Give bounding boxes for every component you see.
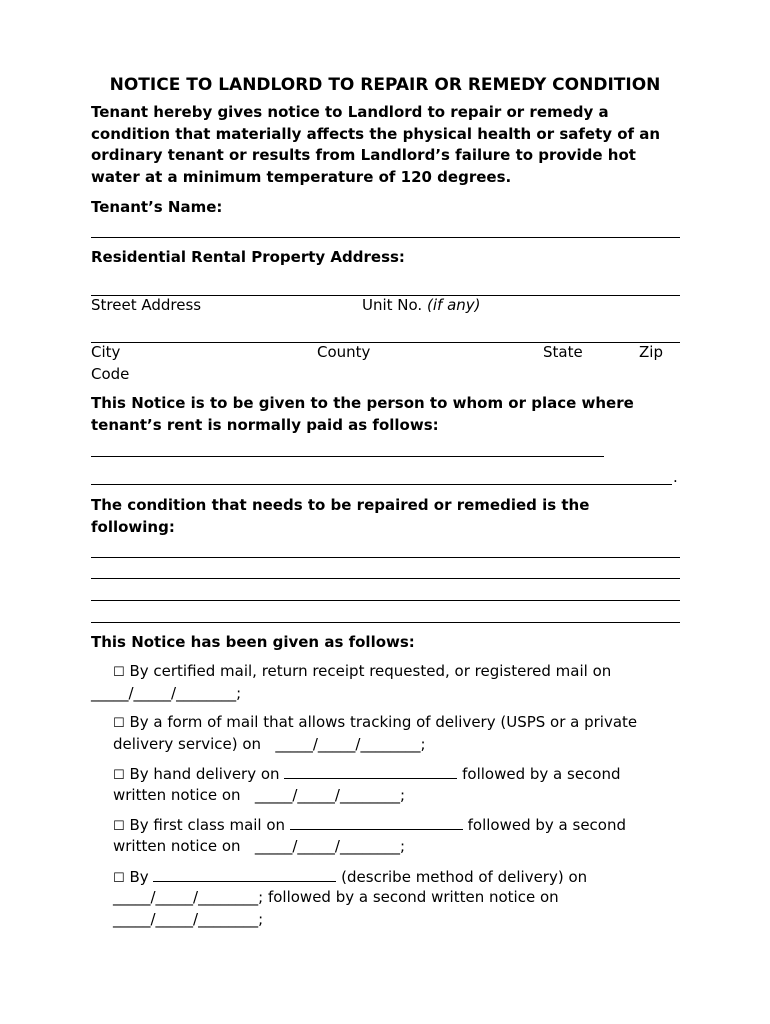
document-title: NOTICE TO LANDLORD TO REPAIR OR REMEDY CONDITION [109, 75, 661, 95]
intro-line-3: ordinary tenant or results from Landlord’s failure to provide hot [91, 146, 636, 164]
notice-to-line-2: tenant’s rent is normally paid as follows: [91, 416, 439, 434]
other-date-blank-2[interactable]: _____/_____/________; [113, 910, 264, 928]
hand-date-blank[interactable]: _____/_____/________; [254, 786, 406, 804]
first-class-line-2 [113, 835, 405, 857]
city-county-state-zip-field[interactable] [91, 342, 680, 343]
other-text: By [129, 868, 149, 886]
tracking-line-2-text: delivery service) on [113, 735, 262, 753]
intro-line-4: water at a minimum temperature of 120 degrees. [91, 168, 512, 186]
condition-field-1[interactable] [91, 557, 680, 558]
intro-line-2: condition that materially affects the physical health or safety of an [91, 125, 661, 143]
unit-no-label [362, 294, 481, 316]
first-class-checkbox[interactable]: ☐ [113, 819, 125, 834]
street-address-label: Street Address [91, 296, 202, 314]
condition-label-line-2: following: [91, 518, 175, 536]
tenant-name-field[interactable] [91, 237, 680, 238]
condition-field-4[interactable] [91, 622, 680, 623]
first-class-date-blank[interactable]: _____/_____/________; [254, 837, 406, 855]
county-label: County [317, 343, 371, 361]
tenant-name-label: Tenant’s Name: [91, 198, 223, 216]
other-method-field[interactable] [153, 865, 336, 882]
period-mark: . [673, 468, 678, 486]
condition-label-line-1: The condition that needs to be repaired or remedied is the [91, 496, 590, 514]
notice-to-line-1: This Notice is to be given to the person to whom or place where [91, 394, 634, 412]
notice-to-field-2[interactable] [91, 484, 672, 485]
city-label: City [91, 343, 121, 361]
condition-field-2[interactable] [91, 578, 680, 579]
other-line-2-text: followed by a second written notice on [267, 888, 559, 906]
tracking-checkbox[interactable]: ☐ [113, 716, 125, 731]
zip-label: Zip [639, 343, 663, 361]
code-label: Code [91, 365, 130, 383]
certified-date-blank[interactable]: _____/_____/________; [91, 684, 242, 702]
tracking-text: By a form of mail that allows tracking of delivery (USPS or a private [129, 713, 638, 731]
unit-no-text: Unit No. [362, 296, 423, 314]
option-tracking-mail [113, 711, 637, 735]
state-label: State [543, 343, 583, 361]
hand-text: By hand delivery on [129, 765, 280, 783]
hand-checkbox[interactable]: ☐ [113, 768, 125, 783]
condition-field-3[interactable] [91, 600, 680, 601]
other-checkbox[interactable]: ☐ [113, 871, 125, 886]
other-suffix-text: (describe method of delivery) on [341, 868, 588, 886]
other-date-blank-1[interactable]: _____/_____/________; [113, 888, 264, 906]
address-label: Residential Rental Property Address: [91, 248, 405, 266]
certified-checkbox[interactable]: ☐ [113, 665, 125, 680]
first-class-text: By first class mail on [129, 816, 286, 834]
first-class-suffix-text: followed by a second [467, 816, 627, 834]
first-class-line-2-text: written notice on [113, 837, 241, 855]
notice-to-field-1[interactable] [91, 456, 604, 457]
if-any-text: (if any) [427, 296, 481, 314]
hand-line-2 [113, 784, 405, 806]
given-label: This Notice has been given as follows: [91, 633, 415, 651]
tracking-line-2 [113, 733, 426, 755]
other-line-2 [113, 886, 559, 908]
first-class-date-field[interactable] [290, 813, 463, 830]
hand-suffix-text: followed by a second [462, 765, 621, 783]
certified-text: By certified mail, return receipt requested, or registered mail on [129, 662, 612, 680]
hand-line-2-text: written notice on [113, 786, 241, 804]
option-certified-mail [113, 660, 611, 684]
intro-line-1: Tenant hereby gives notice to Landlord to repair or remedy a [91, 103, 609, 121]
tracking-date-blank[interactable]: _____/_____/________; [275, 735, 426, 753]
hand-date-field[interactable] [284, 762, 457, 779]
